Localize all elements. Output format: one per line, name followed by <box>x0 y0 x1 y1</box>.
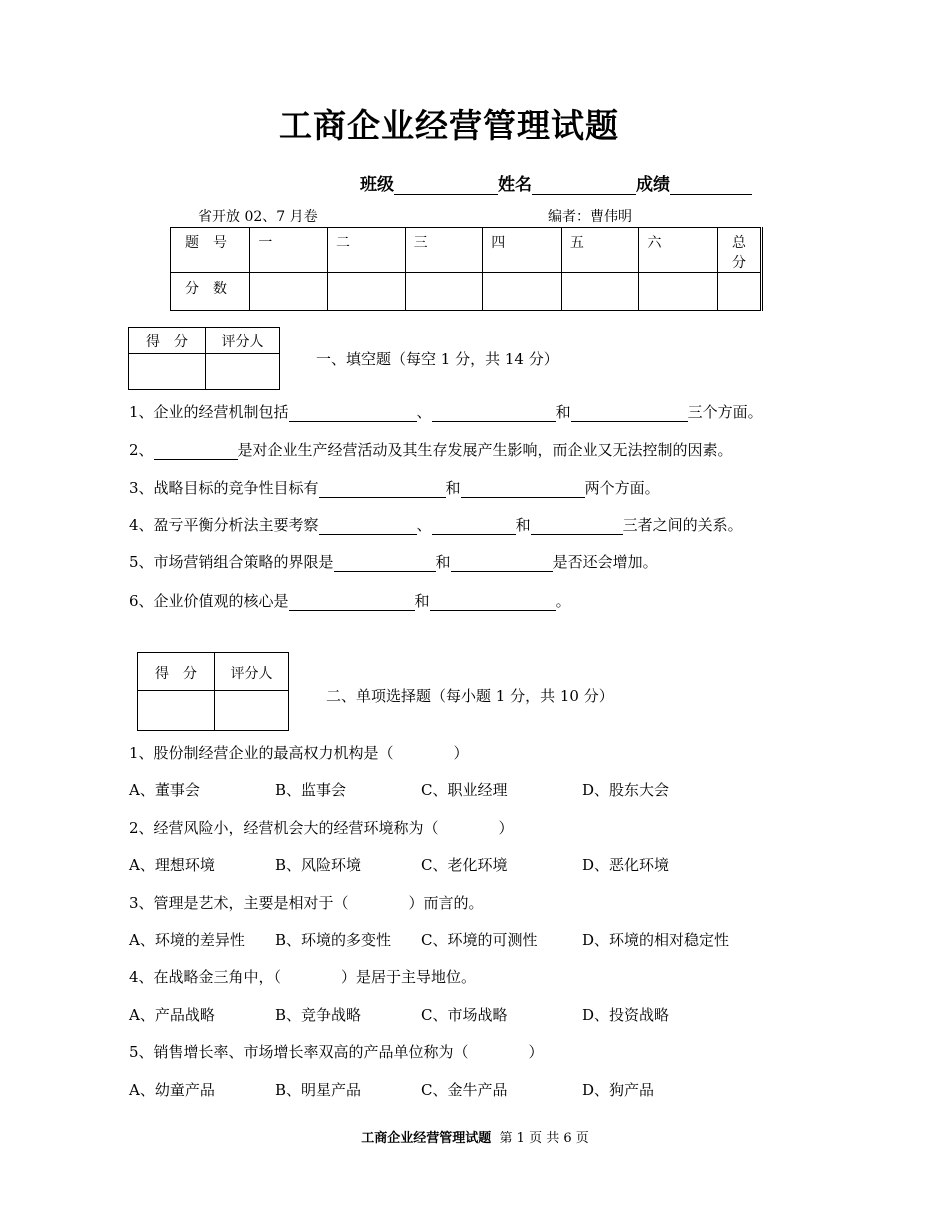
score-cell[interactable] <box>405 273 483 311</box>
option-a[interactable]: A、董事会 <box>129 781 200 799</box>
score-cell[interactable] <box>328 273 406 311</box>
fill-question-5: 5、市场营销组合策略的界限是 和 是否还会增加。 <box>129 553 658 571</box>
answer-blank[interactable] <box>571 405 688 422</box>
name-field[interactable] <box>532 176 636 195</box>
grader-name-label: 评分人 <box>215 653 289 691</box>
fill-question-3: 3、战略目标的竞争性目标有 和 两个方面。 <box>129 479 660 497</box>
fill-question-4: 4、盈亏平衡分析法主要考察 、 和 三者之间的关系。 <box>129 516 743 534</box>
score-table-header-label: 题 号 <box>171 228 250 273</box>
option-a[interactable]: A、产品战略 <box>129 1006 215 1024</box>
option-b[interactable]: B、监事会 <box>275 781 347 799</box>
answer-blank[interactable] <box>289 594 415 611</box>
fill-question-1: 1、企业的经营机制包括 、 和 三个方面。 <box>129 403 763 421</box>
option-c[interactable]: C、金牛产品 <box>421 1081 508 1099</box>
option-a[interactable]: A、环境的差异性 <box>129 931 245 949</box>
score-table-col-total: 总 分 <box>718 228 762 273</box>
score-cell[interactable] <box>483 273 562 311</box>
page-footer <box>0 1127 950 1146</box>
option-b[interactable]: B、环境的多变性 <box>275 931 392 949</box>
option-d[interactable]: D、恶化环境 <box>582 856 670 874</box>
score-table-col-3: 三 <box>405 228 483 273</box>
answer-blank[interactable] <box>319 518 417 535</box>
score-field[interactable] <box>670 176 752 195</box>
answer-blank[interactable] <box>432 518 516 535</box>
score-table <box>170 227 763 311</box>
score-label: 成绩 <box>636 175 670 195</box>
class-label: 班级 <box>360 175 394 195</box>
answer-blank[interactable] <box>432 405 556 422</box>
option-d[interactable]: D、投资战略 <box>582 1006 670 1024</box>
option-a[interactable]: A、幼童产品 <box>129 1081 215 1099</box>
name-label: 姓名 <box>498 175 532 195</box>
grader-box-section-2 <box>137 652 289 731</box>
option-c[interactable]: C、市场战略 <box>421 1006 508 1024</box>
option-d[interactable]: D、环境的相对稳定性 <box>582 931 730 949</box>
grader-score-label: 得 分 <box>138 653 215 691</box>
option-c[interactable]: C、职业经理 <box>421 781 508 799</box>
answer-blank[interactable] <box>154 443 238 460</box>
answer-blank[interactable] <box>451 555 553 572</box>
answer-blank[interactable] <box>531 518 623 535</box>
option-d[interactable]: D、股东大会 <box>582 781 670 799</box>
answer-blank[interactable] <box>461 481 585 498</box>
score-table-col-6: 六 <box>639 228 718 273</box>
fill-question-6: 6、企业价值观的核心是 和 。 <box>129 592 571 610</box>
grader-name-label: 评分人 <box>206 328 280 354</box>
choice-question-4: 4、在战略金三角中，（ ）是居于主导地位。 <box>129 968 477 986</box>
answer-blank[interactable] <box>319 481 446 498</box>
option-b[interactable]: B、竞争战略 <box>275 1006 362 1024</box>
grader-score-cell[interactable] <box>129 354 206 390</box>
class-field[interactable] <box>394 176 498 195</box>
choice-question-2: 2、经营风险小，经营机会大的经营环境称为（ ） <box>129 819 514 837</box>
score-cell[interactable] <box>561 273 639 311</box>
option-b[interactable]: B、明星产品 <box>275 1081 362 1099</box>
grader-box-section-1 <box>128 327 280 390</box>
student-info-line <box>360 170 752 195</box>
choice-question-3: 3、管理是艺术，主要是相对于（ ）而言的。 <box>129 894 484 912</box>
answer-blank[interactable] <box>334 555 436 572</box>
option-c[interactable]: C、环境的可测性 <box>421 931 538 949</box>
score-table-col-2: 二 <box>328 228 406 273</box>
grader-name-cell[interactable] <box>215 691 289 731</box>
score-table-col-4: 四 <box>483 228 562 273</box>
page-title: 工商企业经营管理试题 <box>279 106 619 145</box>
page-number: 第 1 页 共 6 页 <box>499 1131 589 1146</box>
section-1-heading: 一、填空题（每空 1 分，共 14 分） <box>316 350 559 368</box>
score-cell[interactable] <box>639 273 718 311</box>
grader-score-cell[interactable] <box>138 691 215 731</box>
score-table-col-5: 五 <box>561 228 639 273</box>
choice-question-5: 5、销售增长率、市场增长率双高的产品单位称为（ ） <box>129 1043 544 1061</box>
fill-question-2: 2、 是对企业生产经营活动及其生存发展产生影响，而企业又无法控制的因素。 <box>129 441 733 459</box>
answer-blank[interactable] <box>430 594 556 611</box>
score-cell[interactable] <box>718 273 762 311</box>
score-cell[interactable] <box>250 273 328 311</box>
option-d[interactable]: D、狗产品 <box>582 1081 655 1099</box>
footer-title: 工商企业经营管理试题 <box>361 1131 492 1146</box>
option-b[interactable]: B、风险环境 <box>275 856 362 874</box>
option-a[interactable]: A、理想环境 <box>129 856 215 874</box>
editor-note: 编者：曹伟明 <box>548 209 632 225</box>
edition-note: 省开放 02、7 月卷 <box>198 209 318 225</box>
section-2-heading: 二、单项选择题（每小题 1 分，共 10 分） <box>326 687 614 705</box>
grader-score-label: 得 分 <box>129 328 206 354</box>
option-c[interactable]: C、老化环境 <box>421 856 508 874</box>
score-table-col-1: 一 <box>250 228 328 273</box>
answer-blank[interactable] <box>289 405 417 422</box>
grader-name-cell[interactable] <box>206 354 280 390</box>
score-table-row-label: 分 数 <box>171 273 250 311</box>
choice-question-1: 1、股份制经营企业的最高权力机构是（ ） <box>129 744 469 762</box>
